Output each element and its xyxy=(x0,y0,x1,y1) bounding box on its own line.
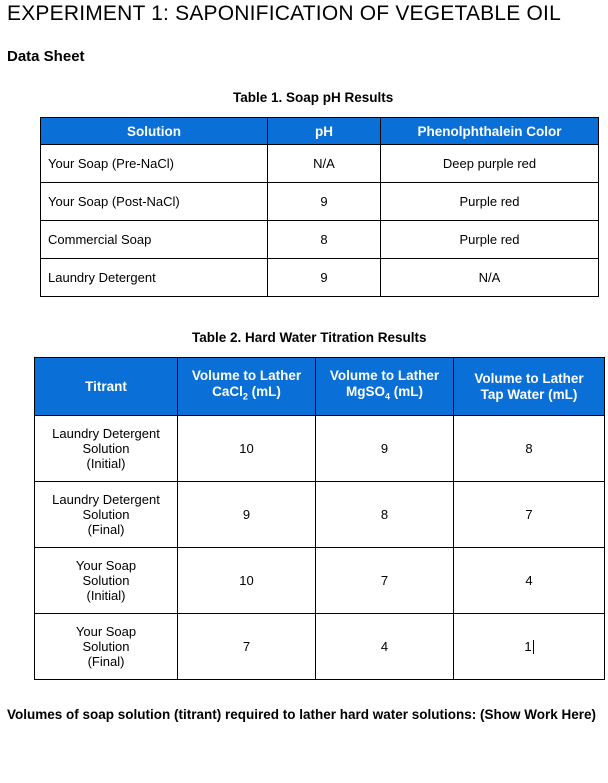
table-row xyxy=(41,183,599,221)
table-row xyxy=(41,259,599,297)
cell-color[interactable]: N/A xyxy=(381,259,599,297)
cell-titrant[interactable]: Laundry Detergent Solution (Initial) xyxy=(35,416,178,482)
cell-color[interactable]: Purple red xyxy=(381,221,599,259)
table-row xyxy=(41,145,599,183)
show-work-prompt: Volumes of soap solution (titrant) required to lather hard water solutions: (Show Work Here) xyxy=(7,707,597,722)
table-header-row xyxy=(41,118,599,145)
header-mgso4: Volume to Lather MgSO$_4$ (mL) xyxy=(316,358,454,416)
header-ph: pH xyxy=(268,118,381,145)
header-cacl2: Volume to Lather CaCl$_2$ (mL) xyxy=(178,358,316,416)
soap-ph-table xyxy=(40,117,599,297)
cell-tap-water[interactable]: 8 xyxy=(454,416,605,482)
cell-titrant[interactable]: Laundry Detergent Solution (Final) xyxy=(35,482,178,548)
cell-cacl2[interactable]: 10 xyxy=(178,548,316,614)
table-row xyxy=(35,416,605,482)
cell-cacl2[interactable]: 7 xyxy=(178,614,316,680)
cell-cacl2[interactable]: 9 xyxy=(178,482,316,548)
cell-solution[interactable]: Commercial Soap xyxy=(41,221,268,259)
cell-solution[interactable]: Your Soap (Pre-NaCl) xyxy=(41,145,268,183)
cell-mgso4[interactable]: 8 xyxy=(316,482,454,548)
table-header-row xyxy=(35,358,605,416)
cell-tap-water[interactable]: 4 xyxy=(454,548,605,614)
cell-tap-water[interactable]: 7 xyxy=(454,482,605,548)
cell-mgso4[interactable]: 7 xyxy=(316,548,454,614)
table1-caption: Table 1. Soap pH Results xyxy=(233,90,394,105)
table-row xyxy=(35,548,605,614)
text-cursor xyxy=(533,640,534,654)
table-row xyxy=(35,482,605,548)
cell-solution[interactable]: Laundry Detergent xyxy=(41,259,268,297)
cell-titrant[interactable]: Your Soap Solution (Final) xyxy=(35,614,178,680)
header-phenolphthalein: Phenolphthalein Color xyxy=(381,118,599,145)
header-tap-water: Volume to Lather Tap Water (mL) xyxy=(454,358,605,416)
header-solution: Solution xyxy=(41,118,268,145)
cell-titrant[interactable]: Your Soap Solution (Initial) xyxy=(35,548,178,614)
cell-cacl2[interactable]: 10 xyxy=(178,416,316,482)
cell-mgso4[interactable]: 4 xyxy=(316,614,454,680)
table-row xyxy=(41,221,599,259)
cell-ph[interactable]: 9 xyxy=(268,259,381,297)
cell-mgso4[interactable]: 9 xyxy=(316,416,454,482)
header-titrant: Titrant xyxy=(35,358,178,416)
cell-color[interactable]: Deep purple red xyxy=(381,145,599,183)
cell-solution[interactable]: Your Soap (Post-NaCl) xyxy=(41,183,268,221)
cell-ph[interactable]: 8 xyxy=(268,221,381,259)
hard-water-titration-table xyxy=(34,357,605,680)
section-heading: Data Sheet xyxy=(7,48,85,65)
page-title: EXPERIMENT 1: SAPONIFICATION OF VEGETABLE OIL xyxy=(7,2,561,25)
cell-tap-water-value: 1 xyxy=(524,638,532,654)
cell-ph[interactable]: N/A xyxy=(268,145,381,183)
cell-color[interactable]: Purple red xyxy=(381,183,599,221)
cell-ph[interactable]: 9 xyxy=(268,183,381,221)
table2-caption: Table 2. Hard Water Titration Results xyxy=(192,330,427,345)
cell-tap-water[interactable] xyxy=(454,614,605,680)
table-row xyxy=(35,614,605,680)
